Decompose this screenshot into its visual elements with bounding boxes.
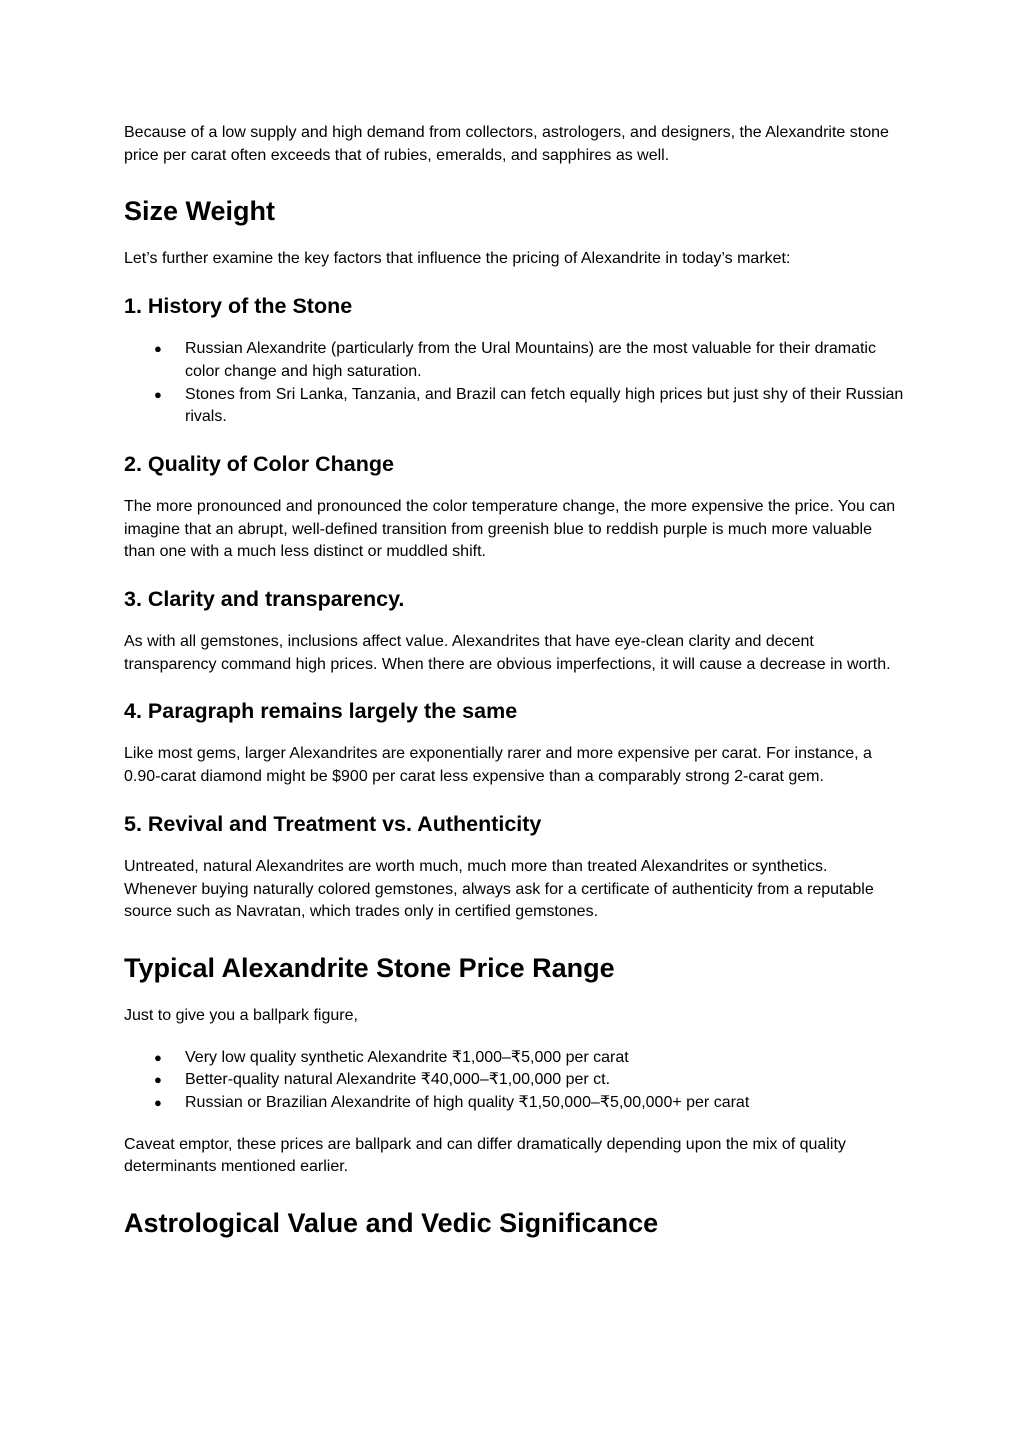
price-range-intro: Just to give you a ballpark figure, <box>124 1006 358 1024</box>
list-item <box>124 338 904 383</box>
heading-price-range: Typical Alexandrite Stone Price Range <box>124 952 615 983</box>
heading-revival-treatment: 5. Revival and Treatment vs. Authenticity <box>124 811 542 836</box>
bullet-icon: ● <box>154 1095 162 1111</box>
bullet-icon: ● <box>154 341 162 357</box>
heading-size-weight: Size Weight <box>124 196 276 227</box>
paragraph-same-paragraph: Like most gems, larger Alexandrites are exponentially rarer and more expensive per carat. For instance, a 0.90-carat diamond might be $900 per carat less expensive than a comparably strong 2-carat gem. <box>124 745 872 786</box>
list-item <box>124 1047 904 1070</box>
bullet-icon: ● <box>154 1072 162 1088</box>
list-item <box>124 1069 904 1092</box>
list-item <box>124 384 904 429</box>
document-page <box>124 122 904 1239</box>
color-change-paragraph: The more pronounced and pronounced the color temperature change, the more expensive the price. You can imagine that an abrupt, well-defined transition from greenish blue to reddish purple is much more valuable than one with a much less distinct or muddled shift. <box>124 497 896 561</box>
list-item <box>124 1092 904 1115</box>
size-weight-paragraph: Let’s further examine the key factors that influence the pricing of Alexandrite in today’s market: <box>124 250 791 268</box>
bullet-icon: ● <box>154 386 162 402</box>
heading-clarity: 3. Clarity and transparency. <box>124 587 405 612</box>
bullet-icon: ● <box>154 1049 162 1065</box>
heading-paragraph-same: 4. Paragraph remains largely the same <box>124 699 518 724</box>
list-item-text: Russian or Brazilian Alexandrite of high quality ₹1,50,000–₹5,00,000+ per carat <box>185 1094 750 1112</box>
price-caveat-paragraph: Caveat emptor, these prices are ballpark and can differ dramatically depending upon the mix of quality determinants mentioned earlier. <box>124 1135 846 1176</box>
heading-astrological-value: Astrological Value and Vedic Significance <box>124 1208 659 1239</box>
history-list <box>124 338 904 429</box>
price-range-list <box>124 1047 904 1115</box>
list-item-text: Better-quality natural Alexandrite ₹40,000–₹1,00,000 per ct. <box>185 1071 611 1089</box>
intro-paragraph: Because of a low supply and high demand from collectors, astrologers, and designers, the Alexandrite stone price per carat often exceeds that of rubies, emeralds, and sapphires as well. <box>124 124 889 164</box>
list-item-text: Stones from Sri Lanka, Tanzania, and Brazil can fetch equally high prices but just shy of their Russian rivals. <box>185 385 904 426</box>
heading-color-change: 2. Quality of Color Change <box>124 451 394 476</box>
list-item-text: Russian Alexandrite (particularly from the Ural Mountains) are the most valuable for their dramatic color change and high saturation. <box>185 340 876 380</box>
list-item-text: Very low quality synthetic Alexandrite ₹1,000–₹5,000 per carat <box>185 1048 629 1066</box>
heading-history-of-stone: 1. History of the Stone <box>124 294 353 319</box>
revival-paragraph: Untreated, natural Alexandrites are worth much, much more than treated Alexandrites or synthetics. Whenever buying naturally colored gemstones, always ask for a certificate of authenticity from a reputable source such as Navratan, which trades only in certified gemstones. <box>124 857 874 921</box>
clarity-paragraph: As with all gemstones, inclusions affect value. Alexandrites that have eye-clean clarity and decent transparency command high prices. When there are obvious imperfections, it will cause a decrease in worth. <box>124 633 891 673</box>
